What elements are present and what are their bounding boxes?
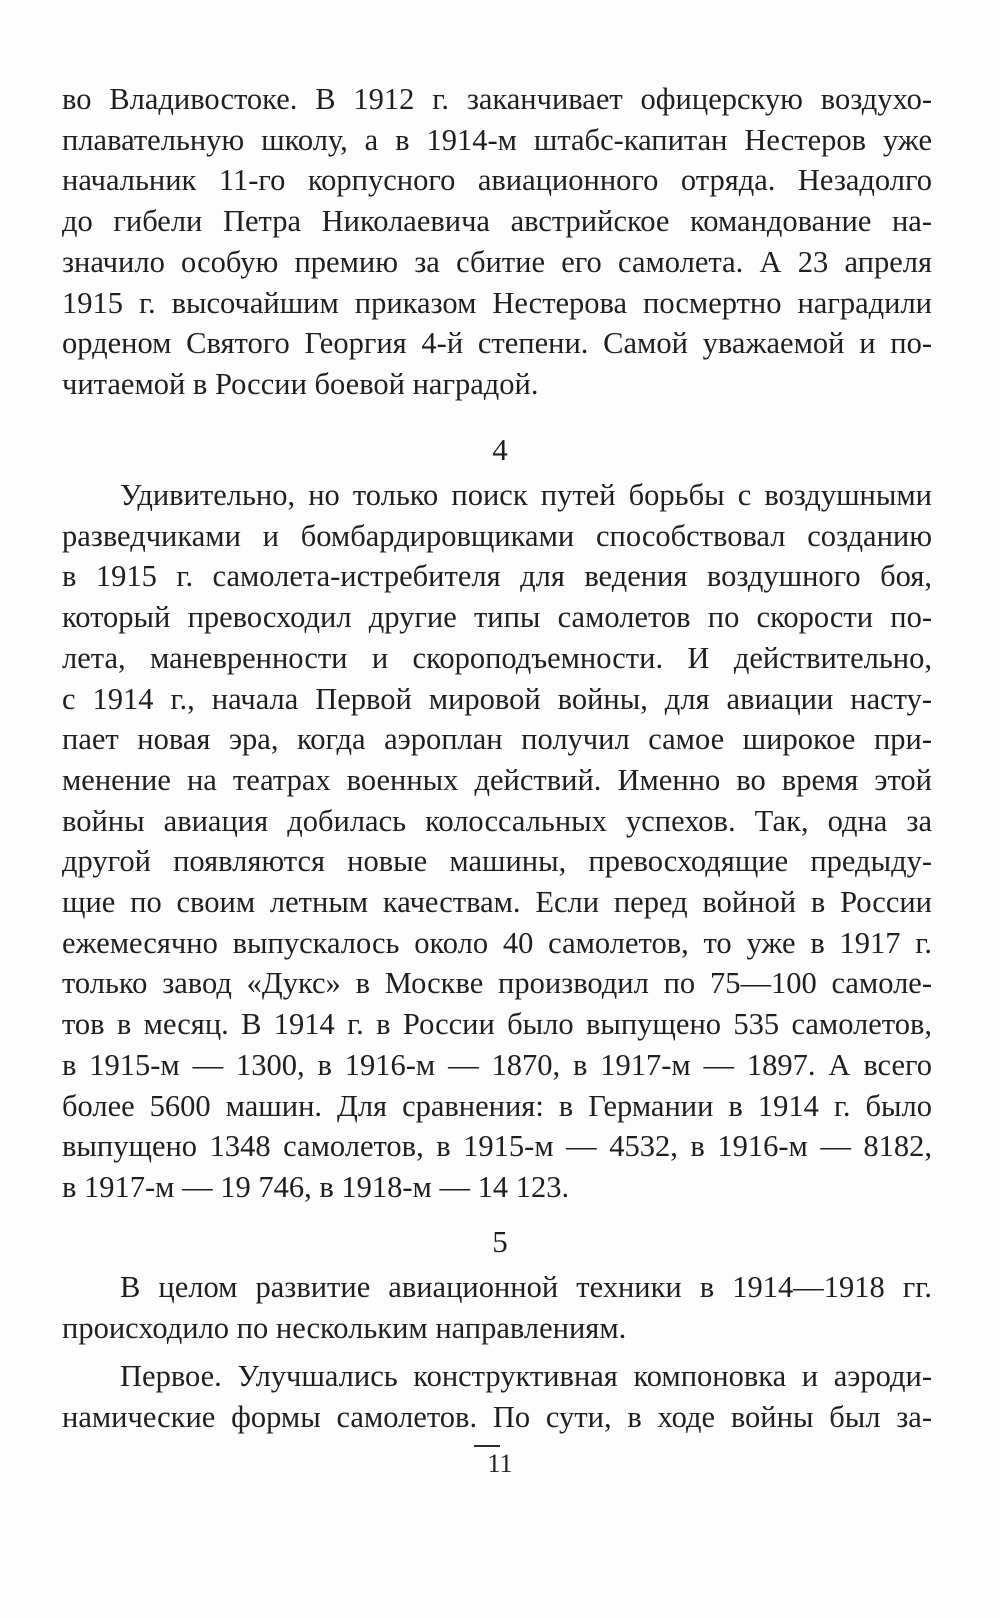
section-number-4: 4 [492,432,508,467]
text-line: пает новая эра, когда аэроплан получил самое широкое при- [62,722,932,757]
text-line: во Владивостоке. В 1912 г. заканчивает офицерскую воздухо- [62,82,932,116]
paragraph-gap [62,1348,932,1356]
text-line: тов в месяц. В 1914 г. в России было выпущено 535 самолетов, [62,1007,932,1042]
text-line: лета, маневренности и скороподъемности. И действительно, [62,640,932,675]
text-line: ежемесячно выпускалось около 40 самолетов, то уже в 1917 г. [62,925,932,960]
text-line: с 1914 г., начала Первой мировой войны, для авиации насту- [62,681,932,716]
page-number-rule [474,1445,500,1447]
text-line: в 1915-м — 1300, в 1916-м — 1870, в 1917-м — 1897. А всего [62,1047,932,1082]
text-line: войны авиация добилась колоссальных успехов. Так, одна за [62,803,932,838]
section-number-5: 5 [492,1224,508,1259]
text-line: Удивительно, но только поиск путей борьбы с воздушными [120,478,932,512]
text-line: плавательную школу, а в 1914-м штабс-капитан Нестеров уже [62,122,932,157]
text-line: начальник 11-го корпусного авиационного отряда. Незадолго [62,163,932,198]
text-line: в 1915 г. самолета-истребителя для ведения воздушного боя, [62,559,932,594]
section-4-paragraph [62,475,932,1208]
text-line: до гибели Петра Николаевича австрийское командование на- [62,204,932,239]
text-line: читаемой в России боевой наградой. [62,366,539,401]
text-line: разведчиками и бомбардировщиками способствовал созданию [62,518,932,553]
text-line: только завод «Дукс» в Москве производил по 75—100 самоле- [62,966,932,1001]
text-line: который превосходил другие типы самолетов по скорости по- [62,600,932,635]
page-number: 11 [487,1449,513,1478]
text-line: 1915 г. высочайшим приказом Нестерова посмертно наградили [62,285,932,320]
text-line: В целом развитие авиационной техники в 1914—1918 гг. [120,1270,932,1304]
section-5-paragraphs [62,1267,932,1438]
text-line: орденом Святого Георгия 4-й степени. Самой уважаемой и по- [62,326,932,361]
text-line: Первое. Улучшались конструктивная компоновка и аэроди- [120,1359,932,1394]
text-line: менение на театрах военных действий. Именно во время этой [62,762,932,797]
text-line: в 1917-м — 19 746, в 1918-м — 14 123. [62,1169,570,1204]
text-line: выпущено 1348 самолетов, в 1915-м — 4532, в 1916-м — 8182, [62,1129,932,1164]
text-line: щие по своим летным качествам. Если перед войной в России [62,885,932,920]
text-line: намические формы самолетов. По сути, в ходе войны был за- [62,1400,932,1435]
text-line: более 5600 машин. Для сравнения: в Германии в 1914 г. было [62,1088,932,1123]
paragraph-continuation [62,79,932,405]
text-line: другой появляются новые машины, превосходящие предыду- [62,844,932,879]
text-line: значило особую премию за сбитие его самолета. А 23 апреля [62,244,932,279]
text-line: происходило по нескольким направлениям. [62,1310,627,1345]
